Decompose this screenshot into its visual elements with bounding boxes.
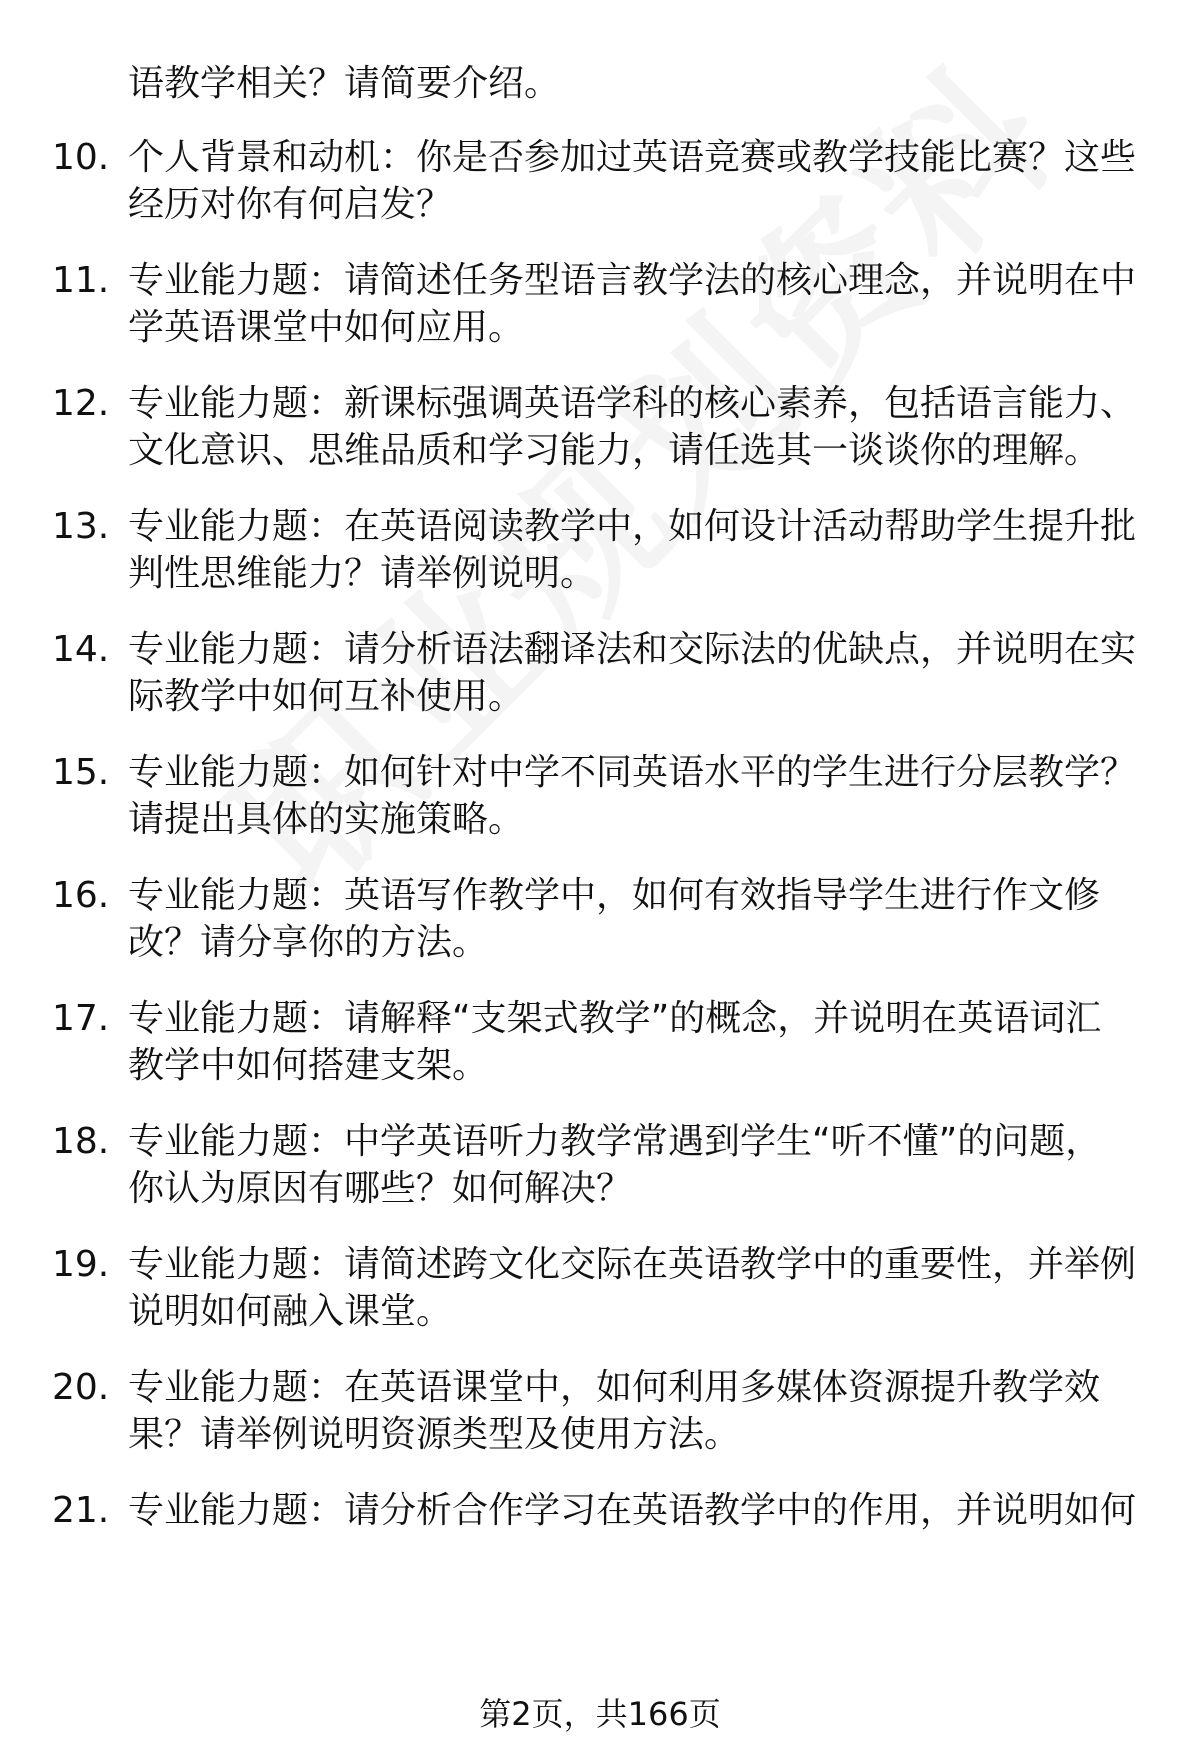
item-number: 13. xyxy=(52,506,110,547)
list-item xyxy=(0,1241,1200,1341)
item-number: 10. xyxy=(52,137,110,178)
item-text-line1: 专业能力题：中学英语听力教学常遇到学生“听不懂”的问题， xyxy=(128,1121,1102,1162)
item-text-line1: 专业能力题：英语写作教学中，如何有效指导学生进行作文修 xyxy=(128,875,1101,916)
item-text-line1: 专业能力题：在英语阅读教学中，如何设计活动帮助学生提升批 xyxy=(128,506,1137,547)
item-number: 16. xyxy=(52,875,110,916)
page-number-footer: 第2页，共166页 xyxy=(479,1695,721,1733)
item-text-line2: 经历对你有何启发？ xyxy=(128,184,453,225)
item-text-line2: 文化意识、思维品质和学习能力，请任选其一谈谈你的理解。 xyxy=(128,430,1101,471)
item-text-line2: 教学中如何搭建支架。 xyxy=(128,1045,489,1086)
item-text-line1: 专业能力题：请简述跨文化交际在英语教学中的重要性，并举例 xyxy=(128,1244,1137,1285)
list-item xyxy=(0,626,1200,726)
item-text-line2: 学英语课堂中如何应用。 xyxy=(128,307,525,348)
item-number: 14. xyxy=(52,629,110,670)
item-text-line1: 个人背景和动机：你是否参加过英语竞赛或教学技能比赛？这些 xyxy=(128,137,1137,178)
item-number: 12. xyxy=(52,383,110,424)
item-text-line1: 专业能力题：请解释“支架式教学”的概念，并说明在英语词汇 xyxy=(128,998,1102,1039)
list-item xyxy=(0,1364,1200,1464)
item-number: 15. xyxy=(52,752,110,793)
item-text-line2: 请提出具体的实施策略。 xyxy=(128,799,525,840)
list-item xyxy=(0,503,1200,603)
list-item xyxy=(0,872,1200,972)
item-text-line2: 果？请举例说明资源类型及使用方法。 xyxy=(128,1414,741,1455)
continued-line: 语教学相关？请简要介绍。 xyxy=(128,63,561,104)
item-text-line1: 专业能力题：如何针对中学不同英语水平的学生进行分层教学？ xyxy=(128,752,1137,793)
item-text-line1: 专业能力题：请简述任务型语言教学法的核心理念，并说明在中 xyxy=(128,260,1137,301)
list-item xyxy=(0,134,1200,234)
list-item xyxy=(0,995,1200,1095)
item-number: 17. xyxy=(52,998,110,1039)
item-number: 19. xyxy=(52,1244,110,1285)
item-text-line2: 说明如何融入课堂。 xyxy=(128,1291,453,1332)
item-number: 21. xyxy=(52,1490,110,1531)
item-text-line2: 判性思维能力？请举例说明。 xyxy=(128,553,597,594)
item-text-line1: 专业能力题：在英语课堂中，如何利用多媒体资源提升教学效 xyxy=(128,1367,1101,1408)
list-item xyxy=(0,749,1200,849)
item-number: 20. xyxy=(52,1367,110,1408)
item-text-line2: 际教学中如何互补使用。 xyxy=(128,676,525,717)
list-item xyxy=(0,380,1200,480)
item-text-line2: 改？请分享你的方法。 xyxy=(128,922,489,963)
item-number: 11. xyxy=(52,260,110,301)
item-text-line1: 专业能力题：请分析合作学习在英语教学中的作用，并说明如何 xyxy=(128,1490,1137,1531)
list-item xyxy=(0,257,1200,357)
item-text-line1: 专业能力题：新课标强调英语学科的核心素养，包括语言能力、 xyxy=(128,383,1137,424)
list-item xyxy=(0,1487,1200,1587)
item-text-line1: 专业能力题：请分析语法翻译法和交际法的优缺点，并说明在实 xyxy=(128,629,1137,670)
item-text-line2: 你认为原因有哪些？如何解决？ xyxy=(128,1168,633,1209)
list-item xyxy=(0,1118,1200,1218)
item-number: 18. xyxy=(52,1121,110,1162)
